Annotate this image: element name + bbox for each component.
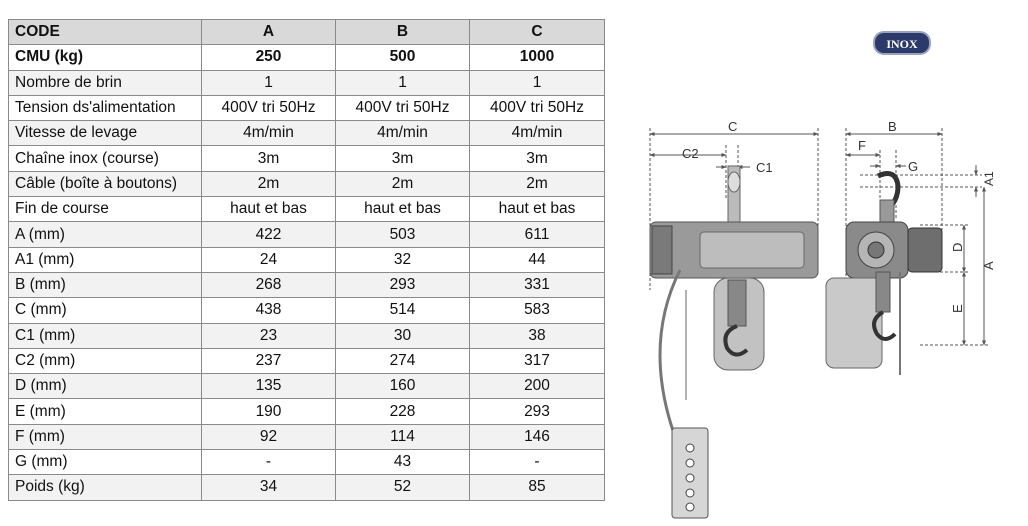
dim-label-f: F [858,138,866,153]
value-cell: 2m [336,171,470,196]
value-cell: 1 [336,70,470,95]
dim-label-d: D [950,242,965,252]
table-row [9,450,605,475]
row-label-cell: E (mm) [9,399,202,424]
row-label-cell: F (mm) [9,424,202,449]
header-cell: CODE [9,20,202,45]
value-cell: 32 [336,247,470,272]
row-label-cell: Nombre de brin [9,70,202,95]
row-label-cell: B (mm) [9,272,202,297]
value-cell: 44 [470,247,605,272]
value-cell: haut et bas [470,197,605,222]
table-row [9,475,605,500]
value-cell: 2m [202,171,336,196]
value-cell: 400V tri 50Hz [336,95,470,120]
value-cell: 4m/min [202,121,336,146]
table-row [9,399,605,424]
inox-logo [874,32,930,54]
header-cell: A [202,20,336,45]
table-row [9,95,605,120]
table-row [9,222,605,247]
row-label-cell: Tension ds'alimentation [9,95,202,120]
value-cell: 274 [336,348,470,373]
row-label-cell: C2 (mm) [9,348,202,373]
table-row [9,424,605,449]
value-cell: 52 [336,475,470,500]
value-cell: 200 [470,374,605,399]
row-label-cell: G (mm) [9,450,202,475]
dim-label-a1: A1 [982,171,996,186]
value-cell: 438 [202,298,336,323]
table-row [9,70,605,95]
value-cell: 400V tri 50Hz [470,95,605,120]
spec-table-body [9,45,605,500]
dim-label-c: C [728,119,738,134]
value-cell: 4m/min [336,121,470,146]
table-row [9,146,605,171]
front-view-hoist [650,166,818,518]
dim-label-a: A [981,261,996,270]
inox-logo-text: INOX [886,37,918,51]
row-label-cell: C1 (mm) [9,323,202,348]
dim-label-g: G [908,159,919,174]
value-cell: 422 [202,222,336,247]
value-cell: 92 [202,424,336,449]
value-cell: 293 [470,399,605,424]
value-cell: 250 [202,45,336,70]
table-row [9,121,605,146]
value-cell: 3m [336,146,470,171]
value-cell: 24 [202,247,336,272]
value-cell: 611 [470,222,605,247]
row-label-cell: Vitesse de levage [9,121,202,146]
value-cell: 30 [336,323,470,348]
value-cell: 503 [336,222,470,247]
value-cell: 4m/min [470,121,605,146]
row-label-cell: A1 (mm) [9,247,202,272]
row-label-cell: C (mm) [9,298,202,323]
value-cell: - [202,450,336,475]
value-cell: 293 [336,272,470,297]
table-row [9,272,605,297]
value-cell: 85 [470,475,605,500]
value-cell: 400V tri 50Hz [202,95,336,120]
value-cell: haut et bas [202,197,336,222]
table-header-row [9,20,605,45]
side-view-hoist [826,174,942,375]
dim-label-e: E [950,304,965,313]
header-cell: B [336,20,470,45]
table-row [9,197,605,222]
header-cell: C [470,20,605,45]
value-cell: 583 [470,298,605,323]
row-label-cell: Fin de course [9,197,202,222]
table-row [9,247,605,272]
value-cell: haut et bas [336,197,470,222]
value-cell: 228 [336,399,470,424]
value-cell: 38 [470,323,605,348]
table-row [9,45,605,70]
value-cell: 135 [202,374,336,399]
row-label-cell: Câble (boîte à boutons) [9,171,202,196]
value-cell: 3m [202,146,336,171]
value-cell: 1 [202,70,336,95]
value-cell: 500 [336,45,470,70]
value-cell: 114 [336,424,470,449]
value-cell: 1000 [470,45,605,70]
table-row [9,323,605,348]
value-cell: 23 [202,323,336,348]
row-label-cell: Chaîne inox (course) [9,146,202,171]
dim-label-b: B [888,119,897,134]
row-label-cell: D (mm) [9,374,202,399]
value-cell: 1 [470,70,605,95]
spec-table [8,19,605,501]
value-cell: 2m [470,171,605,196]
table-row [9,374,605,399]
value-cell: 317 [470,348,605,373]
value-cell: 146 [470,424,605,449]
value-cell: - [470,450,605,475]
value-cell: 160 [336,374,470,399]
value-cell: 34 [202,475,336,500]
table-row [9,298,605,323]
row-label-cell: CMU (kg) [9,45,202,70]
value-cell: 190 [202,399,336,424]
value-cell: 268 [202,272,336,297]
value-cell: 514 [336,298,470,323]
dim-label-c2: C2 [682,146,699,161]
hoist-diagram [620,0,1020,526]
table-row [9,171,605,196]
row-label-cell: A (mm) [9,222,202,247]
dim-label-c1: C1 [756,160,773,175]
table-row [9,348,605,373]
value-cell: 3m [470,146,605,171]
value-cell: 237 [202,348,336,373]
value-cell: 43 [336,450,470,475]
value-cell: 331 [470,272,605,297]
row-label-cell: Poids (kg) [9,475,202,500]
